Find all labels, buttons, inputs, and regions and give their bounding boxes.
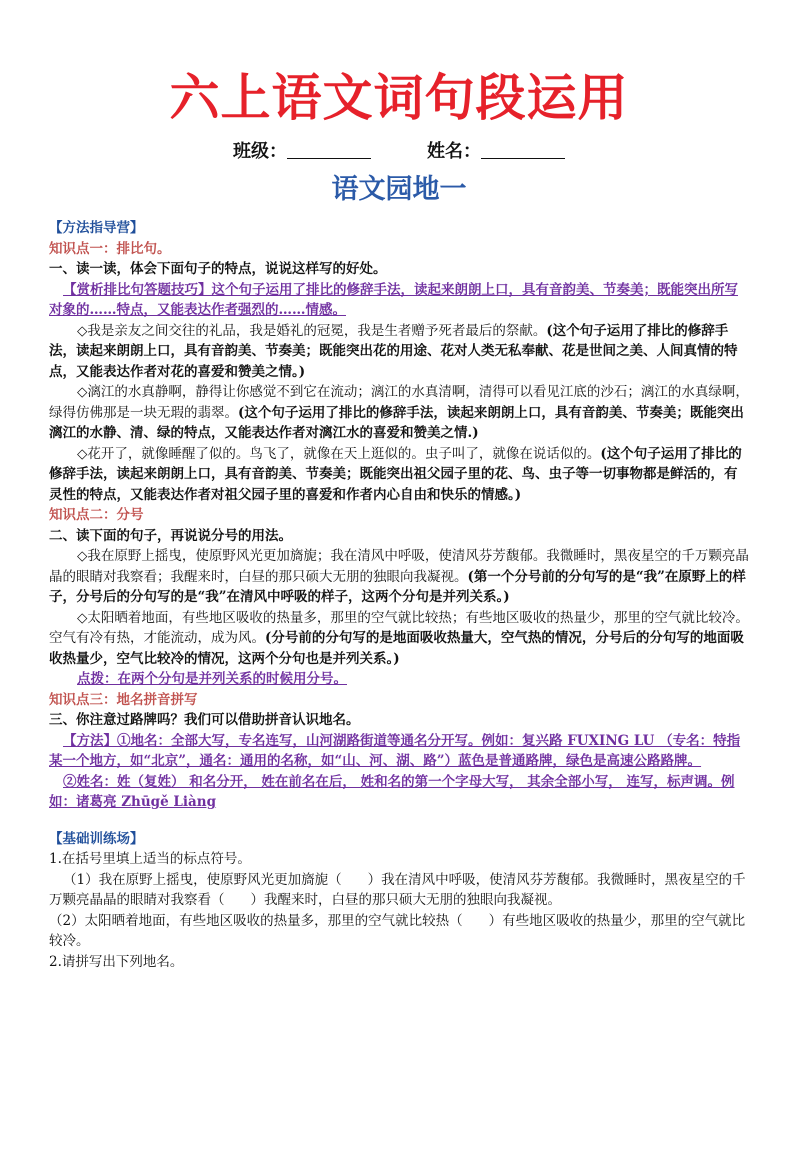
task-1-2-part-a: （2）太阳晒着地面，有些地区吸收的热量多，那里的空气就比较热（ [49, 912, 463, 929]
tip-tag: 【赏析排比句答题技巧】 [63, 281, 212, 298]
task-1-2-part-b: ）有些地区吸收的热量少，那里的空气就比较冷。 [49, 912, 746, 949]
method-paragraph-1 [49, 731, 749, 772]
example-3 [49, 444, 749, 506]
method-1-text: ①地名：全部大写，专名连写，山河湖路街道等通名分开写。例如：复兴路 FUXING LU （专名：特指某一个地方，如“北京”，通名：通用的名称，如“山、河、湖、路”）蓝色是普通路牌，绿色是高速公路路牌。 [49, 732, 741, 769]
method-2-text: ②姓名：姓（复姓） 和名分开， 姓在前名在后， 姓和名的第一个字母大写， 其余全部小写， 连写，标声调。例如：诸葛亮 Zhūgě Liàng [49, 773, 735, 810]
example-1-answer: (这个句子运用了排比的修辞手法，读起来朗朗上口，具有音韵美、节奏美；既能突出花的用途、花对人类无私奉献、花是世间之美、人间真情的特点，又能表达作者对花的喜爱和赞美之情。) [49, 322, 738, 380]
example-2 [49, 382, 749, 444]
example-5-text: ◇太阳晒着地面，有些地区吸收的热量多，那里的空气就比较热；有些地区吸收的热量少，那里的空气就比较冷。空气有冷有热，才能流动，成为风。 [49, 609, 749, 646]
task-1-1-part-b: ）我在清风中呼吸，使清风芬芳馥郁。我微睡时，黑夜星空的千万颗亮晶晶的眼睛对我察看（ [49, 871, 746, 908]
example-4-answer: (第一个分号前的分句写的是“我”在原野上的样子，分号后的分句写的是“我”在清风中呼吸的样子，这两个分句是并列关系。) [49, 568, 746, 605]
section-header-method: 【方法指导营】 [49, 220, 144, 236]
question-2: 二、读下面的句子，再说说分号的用法。 [49, 527, 292, 544]
example-3-answer: (这个句子运用了排比的修辞手法，读起来朗朗上口，具有音韵美、节奏美；既能突出祖父园子里的花、鸟、虫子等一切事物都是鲜活的，有灵性的特点，又能表达作者对祖父园子里的喜爱和作者内心自由和快乐的情感。) [49, 445, 742, 503]
section-header-practice: 【基础训练场】 [49, 830, 144, 847]
example-1 [49, 321, 749, 383]
example-3-text: ◇花开了，就像睡醒了似的。鸟飞了，就像在天上逛似的。虫子叫了，就像在说话似的。 [77, 445, 601, 462]
document-body [49, 218, 749, 972]
example-2-answer: (这个句子运用了排比的修辞手法，读起来朗朗上口，具有音韵美、节奏美；既能突出漓江的水静、清、绿的特点，又能表达作者对漓江水的喜爱和赞美之情.) [49, 404, 744, 441]
task-1-item-2 [49, 911, 749, 952]
example-5-answer: (分号前的分句写的是地面吸收热量大，空气热的情况，分号后的分句写的地面吸收热量少，空气比较冷的情况，这两个分句也是并列关系。) [49, 630, 744, 667]
knowledge-point-3: 知识点三：地名拼音拼写 [49, 691, 198, 708]
class-label: 班级： [233, 141, 287, 162]
hint-text: 点拨：在两个分句是并列关系的时候用分号。 [77, 671, 347, 687]
knowledge-point-1: 知识点一：排比句。 [49, 240, 171, 257]
tip-text: 这个句子运用了排比的修辞手法，读起来朗朗上口，具有音韵美、节奏美；既能突出所写对象的……特点，又能表达作者强烈的……情感。 [49, 281, 738, 318]
page-title: 六上语文词句段运用 [169, 68, 629, 127]
method-paragraph-2 [49, 772, 749, 813]
name-label: 姓名： [427, 141, 481, 162]
task-1-item-1 [49, 870, 749, 911]
task-1: 1.在括号里填上适当的标点符号。 [49, 851, 251, 867]
question-3: 三、你注意过路牌吗？我们可以借助拼音认识地名。 [49, 712, 360, 728]
example-5 [49, 608, 749, 670]
example-4 [49, 546, 749, 608]
method-tag: 【方法】 [63, 732, 117, 749]
tip-paragraph [49, 280, 749, 321]
example-4-text: ◇我在原野上摇曳，使原野风光更加旖旎；我在清风中呼吸，使清风芬芳馥郁。我微睡时，黑夜星空的千万颗亮晶晶的眼睛对我察看；我醒来时，白昼的那只硕大无朋的独眼向我凝视。 [49, 548, 749, 585]
task-1-1-part-c: ）我醒来时，白昼的那只硕大无朋的独眼向我凝视。 [250, 892, 561, 908]
task-1-1-part-a: （1）我在原野上摇曳，使原野风光更加旖旎（ [63, 871, 342, 888]
student-info-line [49, 141, 749, 163]
section-subtitle: 语文园地一 [331, 174, 467, 205]
class-blank[interactable] [287, 142, 371, 159]
example-1-text: ◇我是亲友之间交往的礼品，我是婚礼的冠冕，我是生者赠予死者最后的祭献。 [77, 322, 547, 339]
question-1: 一、读一读，体会下面句子的特点，说说这样写的好处。 [49, 261, 387, 277]
task-2: 2.请拼写出下列地名。 [49, 953, 184, 970]
knowledge-point-2: 知识点二：分号 [49, 507, 144, 523]
name-blank[interactable] [481, 142, 565, 159]
example-2-text: ◇漓江的水真静啊，静得让你感觉不到它在流动；漓江的水真清啊，清得可以看见江底的沙石；漓江的水真绿啊，绿得仿佛那是一块无瑕的翡翠。 [49, 384, 749, 421]
